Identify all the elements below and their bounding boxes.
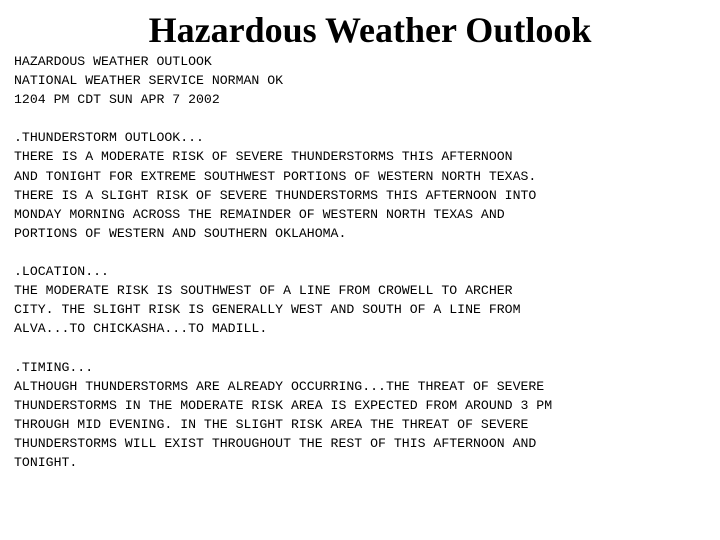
blank-line (14, 243, 714, 262)
section-heading-location: .LOCATION... (14, 264, 109, 280)
location-line: THE MODERATE RISK IS SOUTHWEST OF A LINE FROM CROWELL TO ARCHER (14, 283, 513, 299)
outlook-text (14, 52, 714, 472)
page-title: Hazardous Weather Outlook (148, 10, 592, 50)
timing-line: THUNDERSTORMS IN THE MODERATE RISK AREA IS EXPECTED FROM AROUND 3 PM (14, 397, 553, 413)
timing-line: THROUGH MID EVENING. IN THE SLIGHT RISK AREA THE THREAT OF SEVERE (14, 416, 529, 432)
thunderstorm-line: THERE IS A MODERATE RISK OF SEVERE THUNDERSTORMS THIS AFTERNOON (14, 149, 513, 165)
thunderstorm-outlook-section (14, 128, 714, 243)
header-line-product: HAZARDOUS WEATHER OUTLOOK (14, 54, 212, 69)
thunderstorm-line: PORTIONS OF WESTERN AND SOUTHERN OKLAHOMA. (14, 225, 347, 241)
timing-line: ALTHOUGH THUNDERSTORMS ARE ALREADY OCCURRING...THE THREAT OF SEVERE (14, 378, 545, 394)
location-line: CITY. THE SLIGHT RISK IS GENERALLY WEST AND SOUTH OF A LINE FROM (14, 302, 521, 318)
section-heading-thunderstorm: .THUNDERSTORM OUTLOOK... (14, 130, 204, 146)
blank-line (14, 109, 714, 128)
section-heading-timing: .TIMING... (14, 359, 94, 375)
header-line-office: NATIONAL WEATHER SERVICE NORMAN OK (14, 73, 284, 89)
location-line: ALVA...TO CHICKASHA...TO MADILL. (14, 321, 268, 337)
header-block (14, 52, 714, 109)
blank-line (14, 338, 714, 357)
header-line-issued: 1204 PM CDT SUN APR 7 2002 (14, 92, 220, 108)
thunderstorm-line: AND TONIGHT FOR EXTREME SOUTHWEST PORTIONS OF WESTERN NORTH TEXAS. (14, 168, 537, 184)
thunderstorm-line: THERE IS A SLIGHT RISK OF SEVERE THUNDERSTORMS THIS AFTERNOON INTO (14, 187, 537, 203)
thunderstorm-line: MONDAY MORNING ACROSS THE REMAINDER OF WESTERN NORTH TEXAS AND (14, 206, 505, 222)
timing-line: TONIGHT. (14, 454, 78, 470)
timing-section (14, 358, 714, 473)
timing-line: THUNDERSTORMS WILL EXIST THROUGHOUT THE REST OF THIS AFTERNOON AND (14, 435, 537, 451)
location-section (14, 262, 714, 338)
